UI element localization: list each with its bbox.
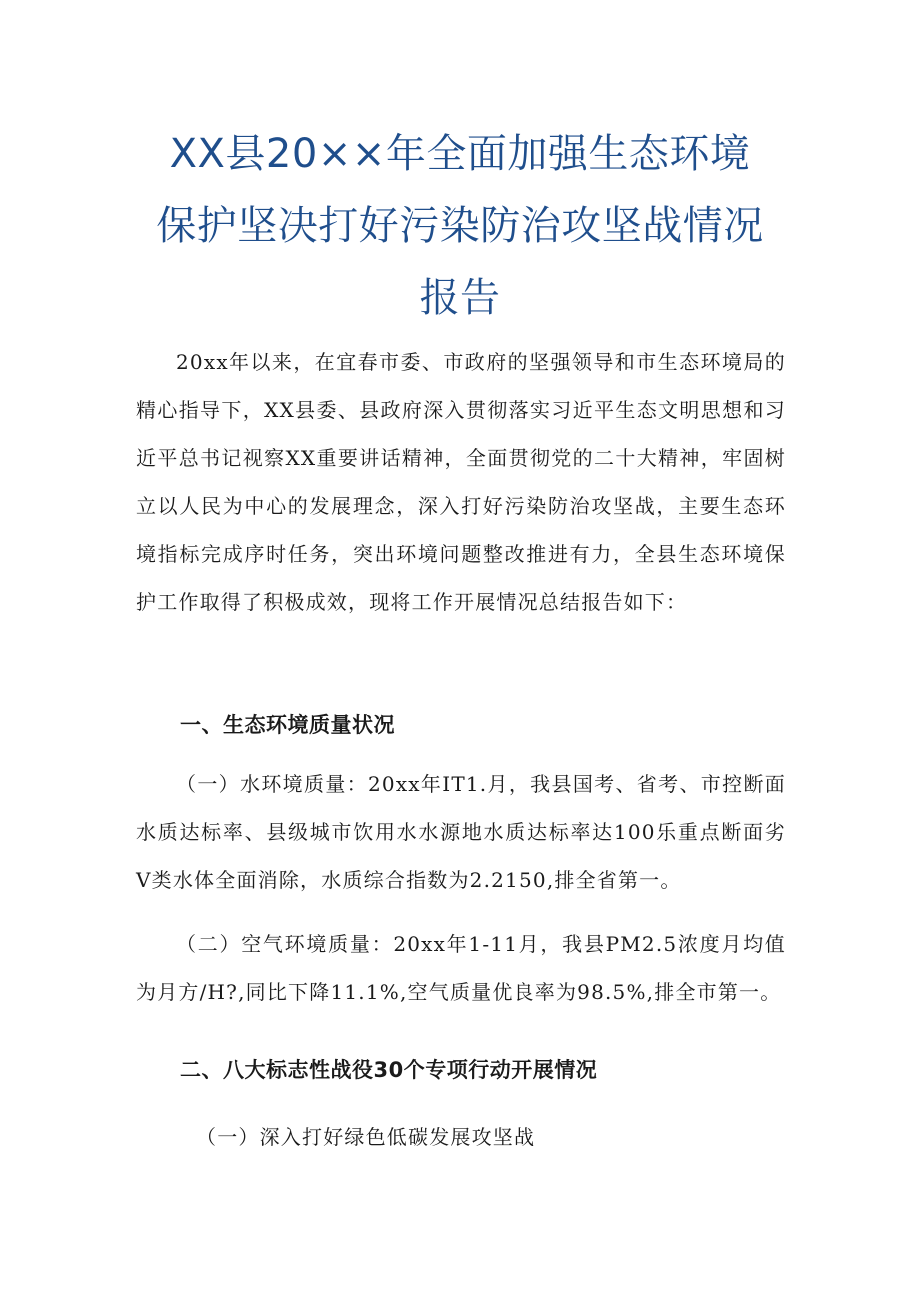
document-title: XX县20××年全面加强生态环境保护坚决打好污染防治攻坚战情况报告 [156,131,764,321]
section-heading-1: 一、生态环境质量状况 [180,713,395,737]
intro-paragraph: 20xx年以来，在宜春市委、市政府的坚强领导和市生态环境局的精心指导下，XX县委、县政府深入贯彻落实习近平生态文明思想和习近平总书记视察XX重要讲话精神，全面贯彻党的二十大精神，牢固树立以人民为中心的发展理念，深入打好污染防治攻坚战，主要生态环境指标完成序时任务，突出环境问题整改推进有力，全县生态环境保护工作取得了积极成效，现将工作开展情况总结报告如下： [136,350,786,614]
section-heading-2: 二、八大标志性战役30个专项行动开展情况 [180,1058,598,1082]
air-quality-paragraph: （二）空气环境质量：20xx年1-11月，我县PM2.5浓度月均值为月方/H?,同比下降11.1%,空气质量优良率为98.5%,排全市第一。 [136,932,786,1004]
water-quality-paragraph: （一）水环境质量：20xx年IT1.月，我县国考、省考、市控断面水质达标率、县级城市饮用水水源地水质达标率达100乐重点断面劣V类水体全面消除，水质综合指数为2.2150,排全省第一。 [136,772,786,892]
subsection-heading-1: （一）深入打好绿色低碳发展攻坚战 [196,1125,536,1149]
